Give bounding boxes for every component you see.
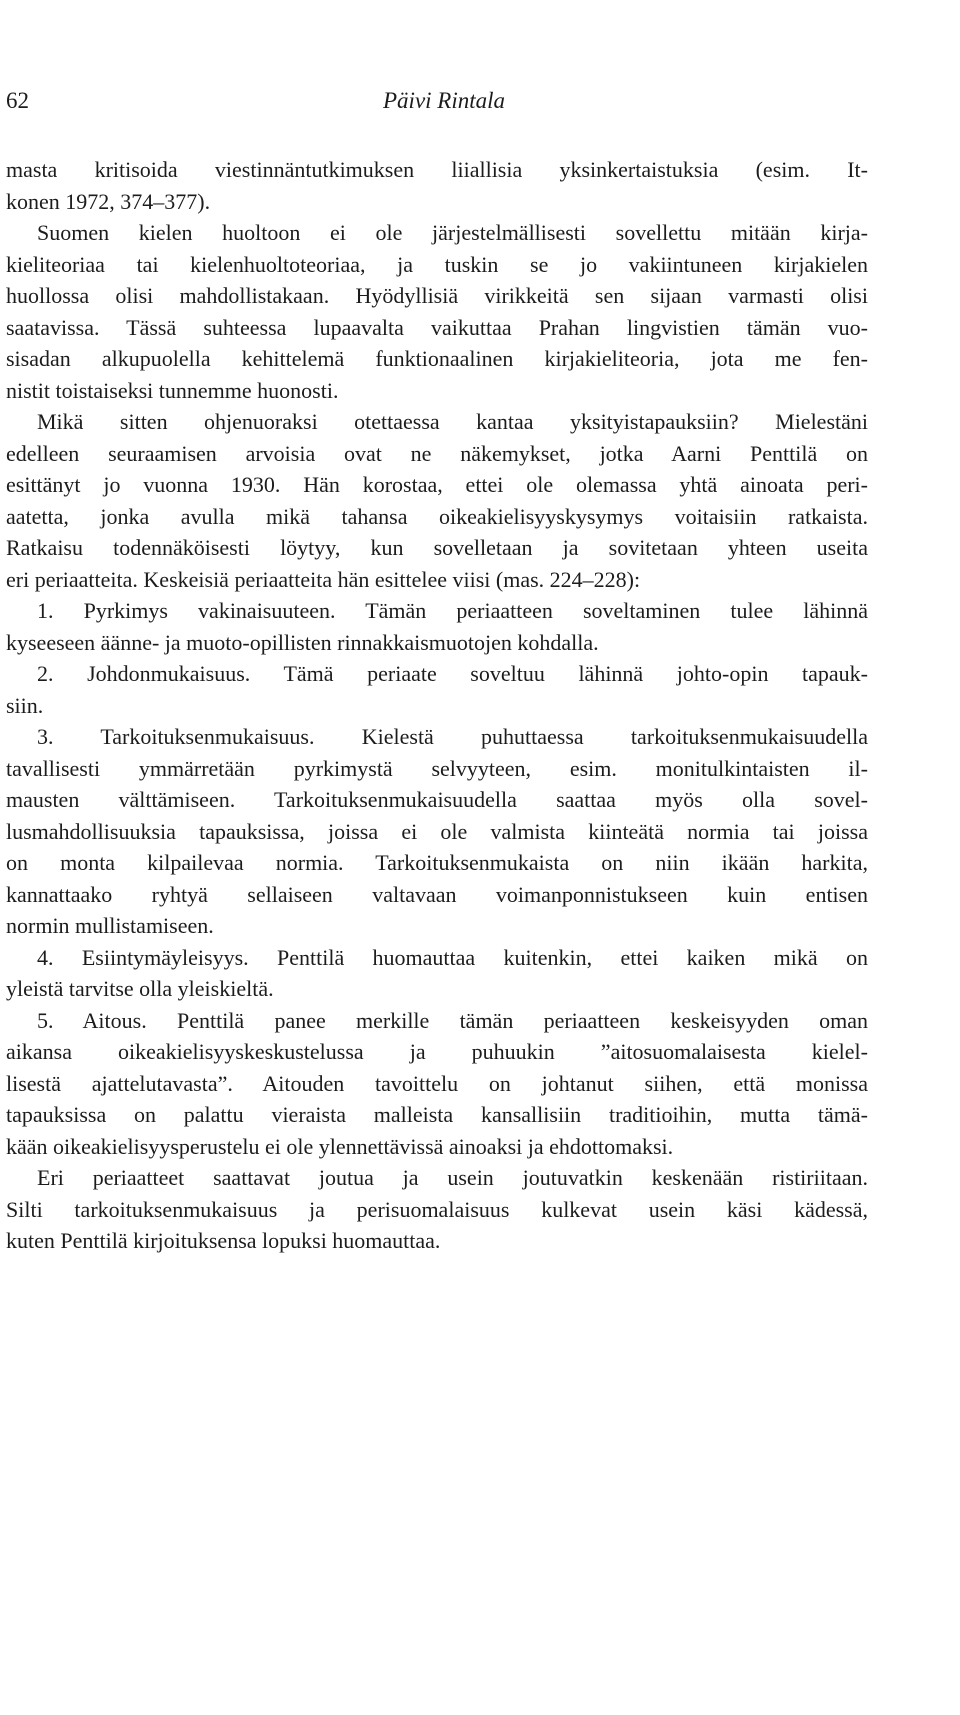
text-line: tavallisesti ymmärretään pyrkimystä selvyyteen, esim. monitulkintaisten il- <box>6 755 868 781</box>
text-line: kieliteoriaa tai kielenhuoltoteoriaa, ja tuskin se jo vakiintuneen kirjakielen <box>6 251 868 277</box>
text-line: aikansa oikeakielisyyskeskustelussa ja puhuukin ”aitosuomalaisesta kielel- <box>6 1039 868 1064</box>
text-line: tapauksissa on palattu vieraista malleista kansallisiin traditioihin, mutta tämä- <box>6 1102 868 1127</box>
text-line: Suomen kielen huoltoon ei ole järjestelmällisesti sovellettu mitään kirja- <box>37 220 868 245</box>
text-line: konen 1972, 374–377). <box>6 188 211 214</box>
text-line: kannattaako ryhtyä sellaiseen valtavaan voimanponnistukseen kuin entisen <box>6 881 868 907</box>
text-line: nistit toistaiseksi tunnemme huonosti. <box>6 377 339 403</box>
text-line: 4. Esiintymäyleisyys. Penttilä huomauttaa kuitenkin, ettei kaiken mikä on <box>37 944 868 970</box>
text-line: sisadan alkupuolella kehittelemä funktionaalinen kirjakieliteoria, jota me fen- <box>6 346 868 371</box>
text-line: masta kritisoida viestinnäntutkimuksen liiallisia yksinkertaistuksia (esim. It- <box>6 157 868 182</box>
text-line: kyseeseen äänne- ja muoto-opillisten rinnakkaismuotojen kohdalla. <box>6 629 599 655</box>
text-line: kuten Penttilä kirjoituksensa lopuksi huomauttaa. <box>6 1228 441 1253</box>
text-line: huollossa olisi mahdollistakaan. Hyödyllisiä virikkeitä sen sijaan varmasti olisi <box>6 283 868 308</box>
text-line: mausten välttämiseen. Tarkoituksenmukaisuudella saattaa myös olla sovel- <box>6 787 868 812</box>
text-line: esittänyt jo vuonna 1930. Hän korostaa, ettei ole olemassa yhtä ainoata peri- <box>6 472 868 497</box>
text-line: 1. Pyrkimys vakinaisuuteen. Tämän periaatteen soveltaminen tulee lähinnä <box>37 598 868 623</box>
text-line: on monta kilpailevaa normia. Tarkoituksenmukaista on niin ikään harkita, <box>6 850 868 875</box>
page-number: 62 <box>6 88 29 113</box>
page-header <box>6 88 866 128</box>
text-line: lusmahdollisuuksia tapauksissa, joissa ei ole valmista kiinteätä normia tai joissa <box>6 818 868 844</box>
text-line: 2. Johdonmukaisuus. Tämä periaate soveltuu lähinnä johto-opin tapauk- <box>37 661 868 686</box>
text-line: Eri periaatteet saattavat joutua ja usein joutuvatkin keskenään ristiriitaan. <box>37 1165 868 1190</box>
text-line: Ratkaisu todennäköisesti löytyy, kun sovelletaan ja sovitetaan yhteen useita <box>6 535 868 560</box>
text-line: Silti tarkoituksenmukaisuus ja perisuomalaisuus kulkevat usein käsi kädessä, <box>6 1196 868 1222</box>
text-line: Mikä sitten ohjenuoraksi otettaessa kantaa yksityistapauksiin? Mielestäni <box>37 409 868 434</box>
text-line: normin mullistamiseen. <box>6 913 214 938</box>
text-line: kään oikeakielisyysperustelu ei ole ylennettävissä ainoaksi ja ehdottomaksi. <box>6 1133 674 1159</box>
text-line: siin. <box>6 692 44 718</box>
text-line: lisestä ajattelutavasta”. Aitouden tavoittelu on johtanut siihen, että monissa <box>6 1070 868 1096</box>
running-head: Päivi Rintala <box>383 88 506 113</box>
text-line: edelleen seuraamisen arvoisia ovat ne näkemykset, jotka Aarni Penttilä on <box>6 440 868 466</box>
text-line: saatavissa. Tässä suhteessa lupaavalta vaikuttaa Prahan lingvistien tämän vuo- <box>6 314 868 340</box>
text-line: 3. Tarkoituksenmukaisuus. Kielestä puhuttaessa tarkoituksenmukaisuudella <box>37 724 868 749</box>
text-line: 5. Aitous. Penttilä panee merkille tämän periaatteen keskeisyyden oman <box>37 1007 868 1033</box>
body-text <box>6 154 868 1257</box>
text-line: eri periaatteita. Keskeisiä periaatteita hän esittelee viisi (mas. 224–228): <box>6 566 641 592</box>
text-line: yleistä tarvitse olla yleiskieltä. <box>6 976 274 1001</box>
text-line: aatetta, jonka avulla mikä tahansa oikeakielisyyskysymys voitaisiin ratkaista. <box>6 503 868 529</box>
